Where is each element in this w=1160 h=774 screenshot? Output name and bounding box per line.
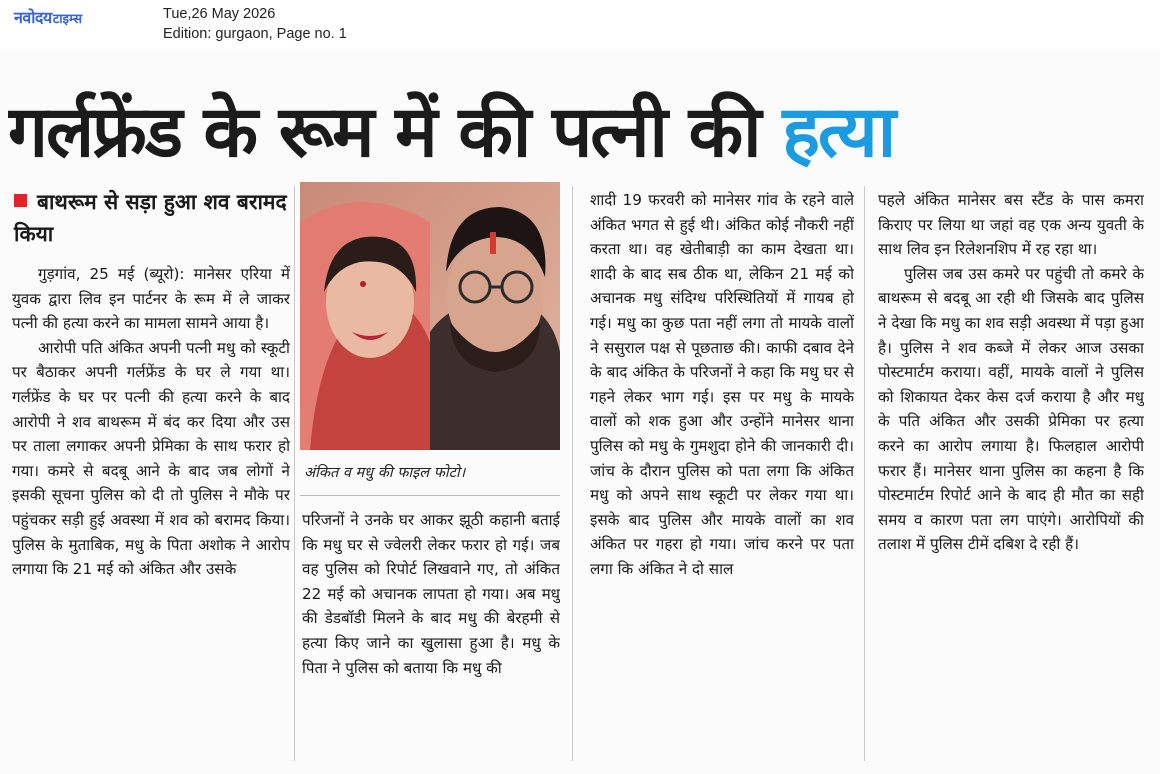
col1-paragraph-2: आरोपी पति अंकित अपनी पत्नी मधु को स्कूटी पर बैठाकर अपनी गर्लफ्रेंड के घर ले गया था। गर्लफ्रेंड के घर पर पत्नी की हत्या करने के बाद आरोपी ने शव बाथरूम में बंद कर दिया और उस पर ताला लगाकर अपनी प्रेमिका के साथ फरार हो गया। कमरे से बदबू आने के बाद जब लोगों ने इसकी सूचना पुलिस को दी तो पुलिस ने मौके पर पहुंचकर सड़ी हुई अवस्था में शव को बरामद किया। पुलिस के मुताबिक, मधु के पिता अशोक ने आरोप लगाया कि 21 मई को अंकित और उसके xyxy=(12,338,290,579)
edition-info: Edition: gurgaon, Page no. 1 xyxy=(163,26,347,42)
column-1 xyxy=(12,262,290,762)
headline-main: गर्लफ्रेंड के रूम में की पत्नी की xyxy=(8,90,760,173)
col1-paragraph-1: गुड़गांव, 25 मई (ब्यूरो): मानेसर एरिया में युवक द्वारा लिव इन पार्टनर के रूम में ले जाकर पत्नी की हत्या करने का मामला सामने आया है। xyxy=(12,265,290,333)
column-divider xyxy=(572,186,573,761)
caption-divider xyxy=(300,495,560,496)
logo-sub-text: टाइम्स xyxy=(52,12,83,27)
red-bullet-icon xyxy=(14,194,27,207)
headline xyxy=(8,86,1156,178)
column-4 xyxy=(878,188,1144,762)
top-bar xyxy=(0,0,1160,50)
subheading xyxy=(14,186,289,250)
subheading-text: बाथरूम से सड़ा हुआ शव बरामद किया xyxy=(14,190,287,246)
col4-paragraph-1: पहले अंकित मानेसर बस स्टैंड के पास कमरा किराए पर लिया था जहां वह एक अन्य युवती के साथ लिव इन रिलेशनशिप में रह रहा था। xyxy=(878,191,1144,259)
headline-accent: हत्या xyxy=(782,90,895,173)
col4-paragraph-2: पुलिस जब उस कमरे पर पहुंची तो कमरे के बाथरूम से बदबू आ रही थी जिसके बाद पुलिस ने देखा कि मधु का शव सड़ी अवस्था में पड़ा हुआ है। पुलिस ने शव कब्जे में लेकर आज उसका पोस्टमार्टम कराया। वहीं, मायके वालों ने पुलिस को शिकायत देकर केस दर्ज कराया है और मधु के पति अंकित और उसकी प्रेमिका पर हत्या करने का आरोप लगाया है। फिलहाल आरोपी फरार हैं। मानेसर थाना पुलिस का कहना है कि पोस्टमार्टम रिपोर्ट आने के बाद ही मौत का सही समय व कारण पता लग पाएंगे। आरोपियों की तलाश में पुलिस टीमें दबिश दे रही हैं। xyxy=(878,264,1144,554)
couple-photo-image xyxy=(300,182,560,450)
couple-photo[interactable] xyxy=(300,182,560,450)
col3-paragraph-1: शादी 19 फरवरी को मानेसर गांव के रहने वाले अंकित भगत से हुई थी। अंकित कोई नौकरी नहीं करता था। वह खेतीबाड़ी का काम देखता था। शादी के बाद सब ठीक था, लेकिन 21 मई को अचानक मधु संदिग्ध परिस्थितियों में गायब हो गई। मधु का कुछ पता नहीं लगा तो मायके वालों ने ससुराल पक्ष से पूछताछ की। काफी दबाव देने के बाद अंकित के परिजनों ने कहा कि मधु घर से गहने लेकर भाग गई। इस पर मधु के मायके वालों को शक हुआ और उन्होंने मानेसर थाना पुलिस को मधु के गुमशुदा होने की जानकारी दी। जांच के दौरान पुलिस को पता लगा कि अंकित मधु को अपने साथ स्कूटी पर लेकर गया था। इसके बाद पुलिस और मायके वालों का शव अंकित पर गहरा हो गया। जांच करने पर पता लगा कि अंकित ने दो साल xyxy=(590,191,854,578)
column-2 xyxy=(302,508,560,762)
column-3 xyxy=(590,188,854,762)
column-divider xyxy=(864,186,865,761)
photo-caption: अंकित व मधु की फाइल फोटो। xyxy=(304,465,466,481)
logo-main-text: नवोदय xyxy=(14,8,52,27)
issue-date: Tue,26 May 2026 xyxy=(163,6,276,22)
column-divider xyxy=(294,186,295,761)
newspaper-logo[interactable] xyxy=(14,6,82,30)
col2-paragraph-1: परिजनों ने उनके घर आकर झूठी कहानी बताई कि मधु घर से ज्वेलरी लेकर फरार हो गई। जब वह पुलिस को रिपोर्ट लिखवाने गए, तो अंकित 22 मई को अचानक लापता हो गया। अब मधु की डेडबॉडी मिलने के बाद मधु की बेरहमी से हत्या किए जाने का खुलासा हुआ है। मधु के पिता ने पुलिस को बताया कि मधु की xyxy=(302,511,560,677)
edition-meta xyxy=(163,4,347,44)
